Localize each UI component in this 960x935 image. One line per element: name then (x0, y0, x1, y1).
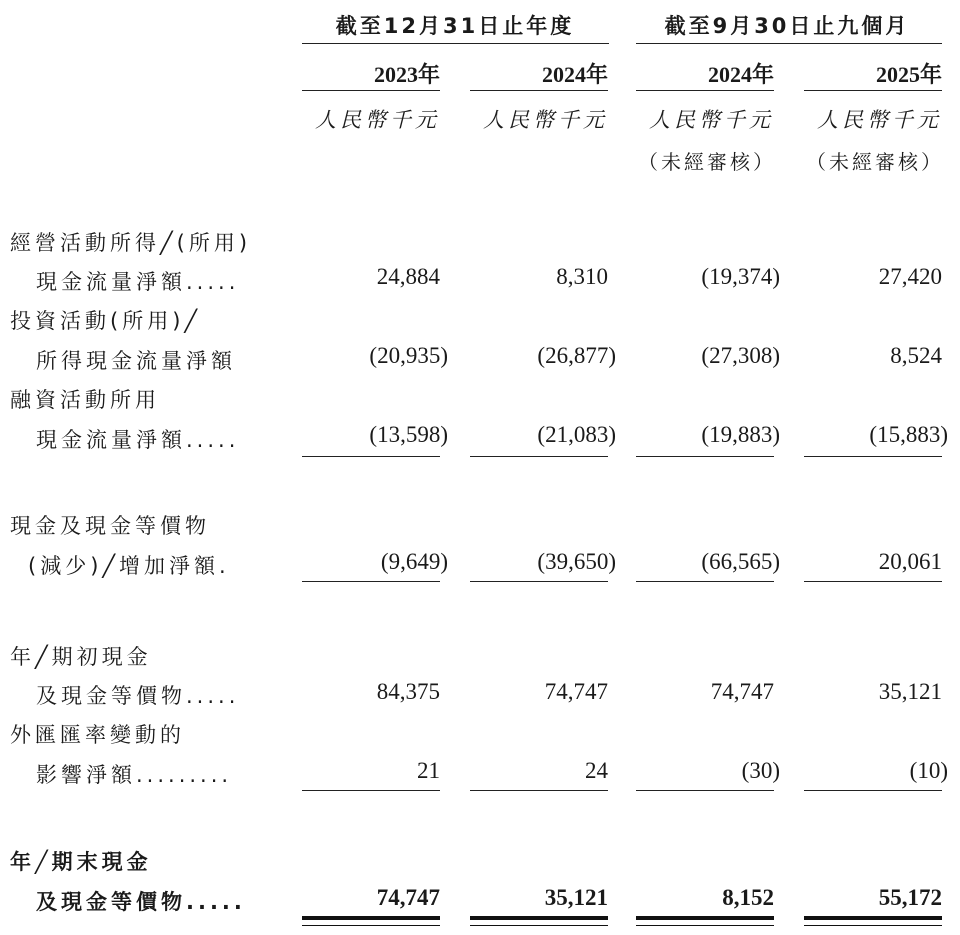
fx-rule-4 (804, 790, 942, 791)
row-financing-val-2024-9m: (19,883) (701, 422, 780, 447)
row-fx-label1: 外匯匯率變動的 (10, 723, 185, 747)
year-rule-1 (302, 90, 440, 91)
row-investing-val-2024-9m: (27,308) (701, 343, 780, 368)
row-financing-label1: 融資活動所用 (10, 388, 160, 412)
row-opening-val-2023: 84,375 (376, 679, 440, 704)
year-rule-2 (470, 90, 608, 91)
row-opening-val-2024fy: 74,747 (544, 679, 608, 704)
row-investing-label2: 所得現金流量淨額 (36, 349, 236, 373)
row-fx-val-2025-9m: (10) (909, 758, 948, 783)
year-col-3: 2024年 (707, 62, 774, 87)
subtotal-rule-1 (302, 456, 440, 457)
row-closing-val-2025-9m: 55,172 (878, 885, 942, 910)
row-investing-val-2024fy: (26,877) (537, 343, 616, 368)
row-closing-label1: 年╱期末現金 (10, 850, 152, 874)
netchange-rule-1 (302, 581, 440, 582)
total-double-rule-2b (470, 925, 608, 926)
row-closing-val-2024fy: 35,121 (544, 885, 608, 910)
unit-col-4: 人民幣千元 (817, 108, 942, 132)
total-double-rule-4b (804, 925, 942, 926)
row-operating-val-2025-9m: 27,420 (878, 264, 942, 289)
row-operating-val-2024-9m: (19,374) (701, 264, 780, 289)
fx-rule-2 (470, 790, 608, 791)
row-closing-val-2023: 74,747 (376, 885, 440, 910)
total-double-rule-2 (470, 916, 608, 920)
row-opening-val-2024-9m: 74,747 (710, 679, 774, 704)
year-col-4: 2025年 (875, 62, 942, 87)
row-netchange-val-2025-9m: 20,061 (878, 549, 942, 574)
row-opening-label1: 年╱期初現金 (10, 645, 152, 669)
year-col-1: 2023年 (373, 62, 440, 87)
netchange-rule-4 (804, 581, 942, 582)
row-financing-label2: 現金流量淨額..... (36, 428, 240, 452)
unit-col-3: 人民幣千元 (649, 108, 774, 132)
header-fiscal-year: 截至12月31日止年度 (335, 14, 575, 38)
header-fy-rule (302, 43, 609, 44)
row-opening-label2: 及現金等價物..... (36, 684, 240, 708)
unaudited-col-4: （未經審核） (806, 150, 944, 174)
netchange-rule-3 (636, 581, 774, 582)
year-col-2: 2024年 (541, 62, 608, 87)
header-9m-rule (636, 43, 942, 44)
total-double-rule-4 (804, 916, 942, 920)
row-financing-val-2023: (13,598) (369, 422, 448, 447)
unit-col-2: 人民幣千元 (483, 108, 608, 132)
unit-col-1: 人民幣千元 (315, 108, 440, 132)
subtotal-rule-4 (804, 456, 942, 457)
total-double-rule-3b (636, 925, 774, 926)
subtotal-rule-3 (636, 456, 774, 457)
row-investing-label1: 投資活動(所用)╱ (10, 309, 202, 333)
header-nine-months: 截至9月30日止九個月 (664, 14, 910, 38)
row-closing-label2: 及現金等價物..... (36, 890, 246, 914)
year-rule-3 (636, 90, 774, 91)
row-netchange-val-2024fy: (39,650) (537, 549, 616, 574)
row-operating-val-2023: 24,884 (376, 264, 440, 289)
row-netchange-label1: 現金及現金等價物 (10, 514, 210, 538)
netchange-rule-2 (470, 581, 608, 582)
row-investing-val-2025-9m: 8,524 (890, 343, 942, 368)
row-operating-label2: 現金流量淨額..... (36, 270, 240, 294)
row-closing-val-2024-9m: 8,152 (722, 885, 774, 910)
fx-rule-1 (302, 790, 440, 791)
row-fx-val-2023: 21 (417, 758, 440, 783)
row-fx-val-2024fy: 24 (585, 758, 608, 783)
total-double-rule-3 (636, 916, 774, 920)
subtotal-rule-2 (470, 456, 608, 457)
unaudited-col-3: （未經審核） (638, 150, 776, 174)
row-operating-val-2024fy: 8,310 (556, 264, 608, 289)
year-rule-4 (804, 90, 942, 91)
row-operating-label1: 經營活動所得╱(所用) (10, 231, 252, 255)
row-opening-val-2025-9m: 35,121 (878, 679, 942, 704)
row-investing-val-2023: (20,935) (369, 343, 448, 368)
row-financing-val-2024fy: (21,083) (537, 422, 616, 447)
row-netchange-val-2024-9m: (66,565) (701, 549, 780, 574)
fx-rule-3 (636, 790, 774, 791)
row-netchange-label2: (減少)╱增加淨額. (28, 554, 230, 578)
total-double-rule-1b (302, 925, 440, 926)
row-fx-val-2024-9m: (30) (741, 758, 780, 783)
row-financing-val-2025-9m: (15,883) (869, 422, 948, 447)
row-netchange-val-2023: (9,649) (380, 549, 448, 574)
total-double-rule-1 (302, 916, 440, 920)
row-fx-label2: 影響淨額......... (36, 763, 233, 787)
